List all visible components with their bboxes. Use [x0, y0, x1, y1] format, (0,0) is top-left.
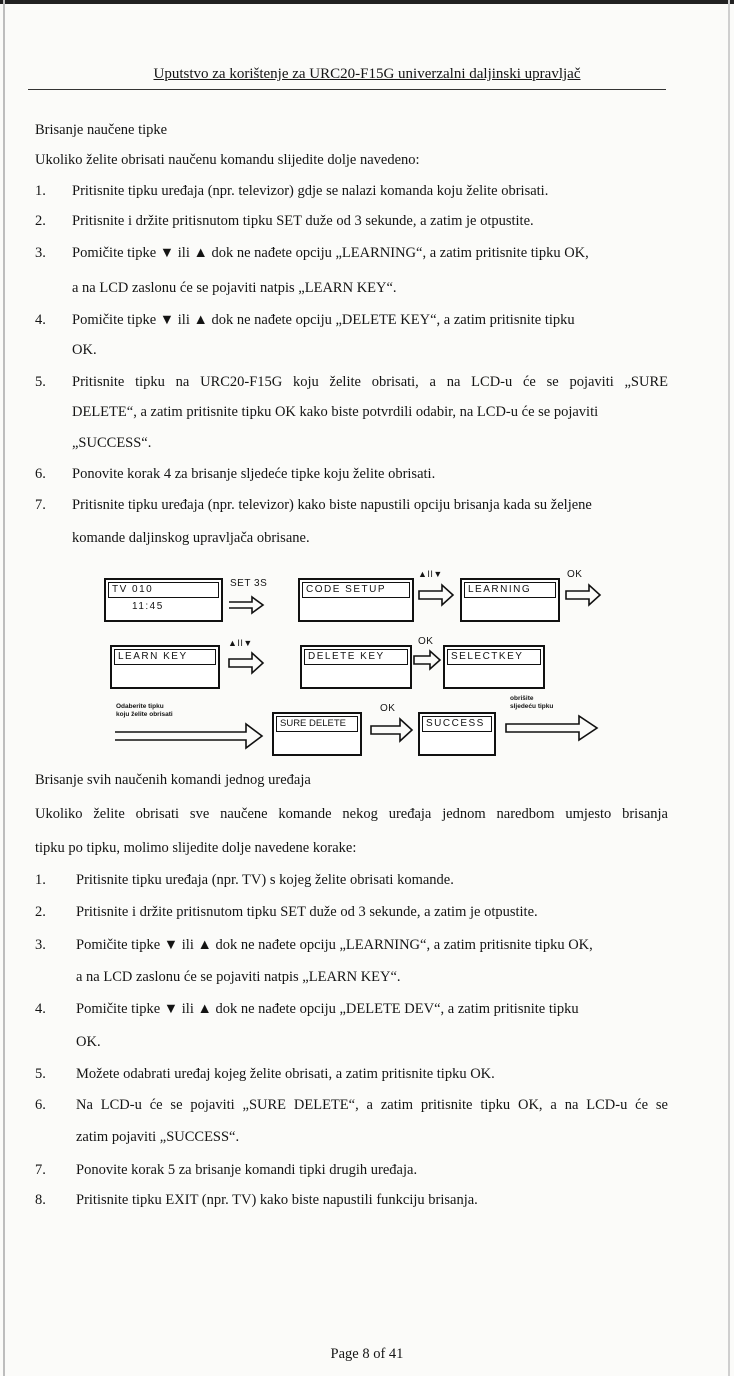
arrow-right-icon: [228, 596, 264, 614]
label-set-3s: SET 3S: [230, 578, 268, 589]
step-text: Pritisnite tipku uređaja (npr. televizor) gdje se nalazi komanda koju želite obrisati.: [72, 183, 549, 199]
step-number: 5.: [35, 1066, 46, 1082]
arrow-right-icon: [418, 584, 454, 606]
step-text: Na LCD-u će se pojaviti „SURE DELETE“, a zatim pritisnite tipku OK, a na LCD-u će se: [76, 1097, 668, 1113]
label-ok: OK: [567, 569, 583, 580]
step-text: Pritisnite tipku uređaja (npr. televizor) kako biste napustili opciju brisanja kada su željene: [72, 497, 592, 513]
arrow-right-icon: [370, 718, 414, 742]
step-text: Ponovite korak 5 za brisanje komandi tipki drugih uređaja.: [76, 1162, 418, 1178]
step-number: 6.: [35, 466, 46, 482]
step-number: 1.: [35, 872, 46, 888]
lcd-code-setup-screen: [298, 578, 414, 622]
arrow-right-icon: [228, 652, 264, 674]
lcd-line-top: LEARNING: [464, 582, 556, 598]
step-number: 3.: [35, 245, 46, 261]
step-number: 4.: [35, 1001, 46, 1017]
scan-right-border: [728, 0, 730, 1376]
step-number: 2.: [35, 904, 46, 920]
step-number: 2.: [35, 213, 46, 229]
note-line: sljedeću tipku: [510, 703, 554, 710]
lcd-line-top: SURE DELETE: [276, 716, 358, 732]
lcd-line-top: LEARN KEY: [114, 649, 216, 665]
step-number: 6.: [35, 1097, 46, 1113]
step-number: 8.: [35, 1192, 46, 1208]
lcd-line-top: DELETE KEY: [304, 649, 408, 665]
lcd-line-top: SELECTKEY: [447, 649, 541, 665]
label-arrows: ▲II▼: [418, 569, 443, 579]
step-text: OK.: [72, 342, 97, 358]
step-text: Pomičite tipke ▼ ili ▲ dok ne nađete opciju „LEARNING“, a zatim pritisnite tipku OK,: [72, 245, 589, 261]
lcd-success-screen: [418, 712, 496, 756]
step-text: zatim pojaviti „SUCCESS“.: [76, 1129, 240, 1145]
note-select-key-label: [116, 703, 173, 719]
step-text: „SUCCESS“.: [72, 435, 152, 451]
lcd-sure-delete-screen: [272, 712, 362, 756]
arrow-right-icon: [565, 584, 601, 606]
step-text: a na LCD zaslonu će se pojaviti natpis „LEARN KEY“.: [76, 969, 401, 985]
step-text: OK.: [76, 1034, 101, 1050]
label-ok: OK: [380, 703, 396, 714]
arrow-right-icon: [114, 722, 264, 750]
step-text: Pritisnite tipku uređaja (npr. TV) s kojeg želite obrisati komande.: [76, 872, 454, 888]
lcd-learning-screen: [460, 578, 560, 622]
lcd-line-top: SUCCESS: [422, 716, 492, 732]
section2-intro: tipku po tipku, molimo slijedite dolje navedene korake:: [35, 840, 357, 856]
lcd-learn-key-screen: [110, 645, 220, 689]
step-number: 7.: [35, 1162, 46, 1178]
step-text: DELETE“, a zatim pritisnite tipku OK kako biste potvrdili odabir, na LCD-u će se pojaviti: [72, 404, 599, 420]
step-text: Pritisnite tipku na URC20-F15G koju želite obrisati, a na LCD-u će se pojaviti „SURE: [72, 374, 668, 390]
step-number: 3.: [35, 937, 46, 953]
lcd-select-key-screen: [443, 645, 545, 689]
step-text: Ponovite korak 4 za brisanje sljedeće tipke koju želite obrisati.: [72, 466, 436, 482]
step-number: 4.: [35, 312, 46, 328]
step-text: Pritisnite i držite pritisnutom tipku SET duže od 3 sekunde, a zatim je otpustite.: [72, 213, 534, 229]
page-header: Uputstvo za korištenje za URC20-F15G univerzalni daljinski upravljač: [153, 66, 581, 82]
section2-title: Brisanje svih naučenih komandi jednog uređaja: [35, 772, 311, 788]
arrow-right-icon: [413, 650, 441, 670]
step-text: Pritisnite tipku EXIT (npr. TV) kako biste napustili funkciju brisanja.: [76, 1192, 478, 1208]
lcd-line-top: TV 010: [108, 582, 219, 598]
section1-title: Brisanje naučene tipke: [35, 122, 168, 138]
step-number: 7.: [35, 497, 46, 513]
note-next-key-label: [510, 695, 553, 711]
section1-intro: Ukoliko želite obrisati naučenu komandu slijedite dolje navedeno:: [35, 152, 420, 168]
step-text: Možete odabrati uređaj kojeg želite obrisati, a zatim pritisnite tipku OK.: [76, 1066, 495, 1082]
scan-top-border: [0, 0, 734, 4]
step-text: Pomičite tipke ▼ ili ▲ dok ne nađete opciju „DELETE DEV“, a zatim pritisnite tipku: [76, 1001, 579, 1017]
lcd-tv-screen: [104, 578, 223, 622]
arrow-right-icon: [505, 714, 599, 742]
label-ok: OK: [418, 636, 434, 647]
lcd-line-top: CODE SETUP: [302, 582, 410, 598]
label-arrows: ▲II▼: [228, 638, 253, 648]
note-line: obrišite: [510, 695, 534, 702]
step-number: 5.: [35, 374, 46, 390]
step-text: Pritisnite i držite pritisnutom tipku SET duže od 3 sekunde, a zatim je otpustite.: [76, 904, 538, 920]
step-text: Pomičite tipke ▼ ili ▲ dok ne nađete opciju „LEARNING“, a zatim pritisnite tipku OK,: [76, 937, 593, 953]
lcd-delete-key-screen: [300, 645, 412, 689]
step-text: a na LCD zaslonu će se pojaviti natpis „LEARN KEY“.: [72, 280, 397, 296]
step-text: Pomičite tipke ▼ ili ▲ dok ne nađete opciju „DELETE KEY“, a zatim pritisnite tipku: [72, 312, 575, 328]
step-text: komande daljinskog upravljača obrisane.: [72, 530, 310, 546]
note-line: Odaberite tipku: [116, 703, 164, 710]
lcd-line-bottom: 11:45: [132, 601, 164, 612]
page-number: Page 8 of 41: [330, 1346, 404, 1362]
header-rule: [28, 89, 666, 90]
scan-left-border: [3, 0, 5, 1376]
step-number: 1.: [35, 183, 46, 199]
note-line: koju želite obrisati: [116, 711, 173, 718]
section2-intro: Ukoliko želite obrisati sve naučene komande nekog uređaja jednom naredbom umjesto brisanja: [35, 806, 668, 822]
